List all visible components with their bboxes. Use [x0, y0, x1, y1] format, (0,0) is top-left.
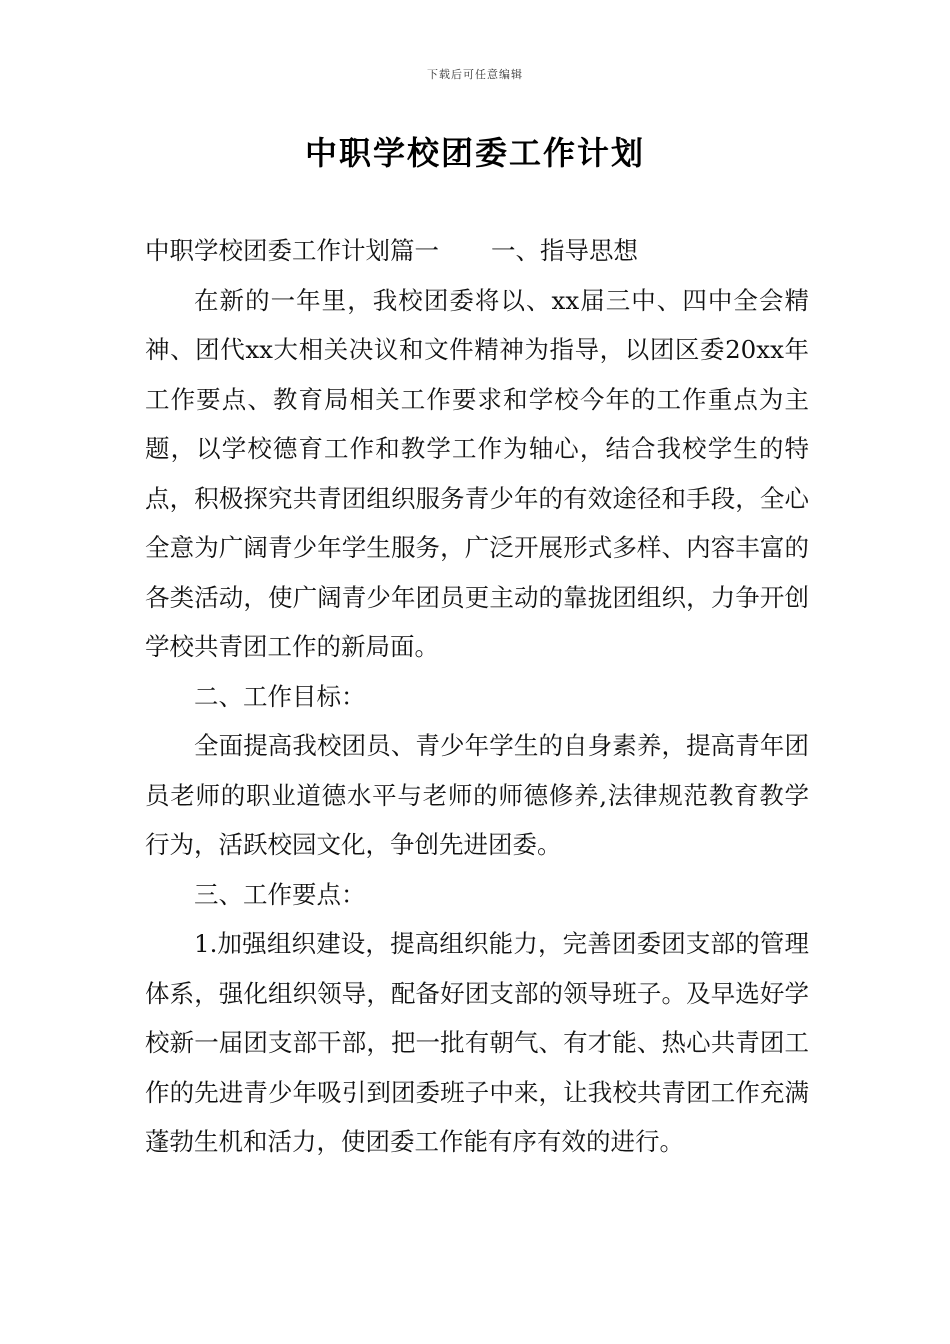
section-heading: 二、工作目标：: [194, 681, 366, 711]
section-heading: 一、指导思想: [491, 236, 638, 265]
section-heading: 三、工作要点：: [194, 879, 366, 909]
paragraph: 在新的一年里，我校团委将以、xx届三中、四中全会精神、团代xx大相关决议和文件精神为指导，以团区委20xx年工作要点、教育局相关工作要求和学校今年的工作重点为主题，以学校德育工作和教学工作为轴心，结合我校学生的特点，积极探究共青团组织服务青少年的有效途径和手段，全心全意为广阔青少年学生服务，广泛开展形式多样、内容丰富的各类活动，使广阔青少年团员更主动的靠拢团组织，力争开创学校共青团工作的新局面。: [145, 285, 809, 661]
header-note: 下载后可任意编辑: [427, 68, 523, 81]
document-body: [145, 226, 809, 1167]
document-title: 中职学校团委工作计划: [304, 134, 645, 172]
paragraph: 全面提高我校团员、青少年学生的自身素养，提高青年团员老师的职业道德水平与老师的师德修养,法律规范教育教学行为，活跃校园文化，争创先进团委。: [145, 731, 809, 859]
paragraph: 1.加强组织建设，提高组织能力，完善团委团支部的管理体系，强化组织领导，配备好团支部的领导班子。及早选好学校新一届团支部干部，把一批有朝气、有才能、热心共青团工作的先进青少年吸引到团委班子中来，让我校共青团工作充满蓬勃生机和活力，使团委工作能有序有效的进行。: [145, 929, 809, 1156]
subtitle-line: [145, 226, 809, 276]
subtitle: 中职学校团委工作计划篇一: [145, 236, 439, 265]
